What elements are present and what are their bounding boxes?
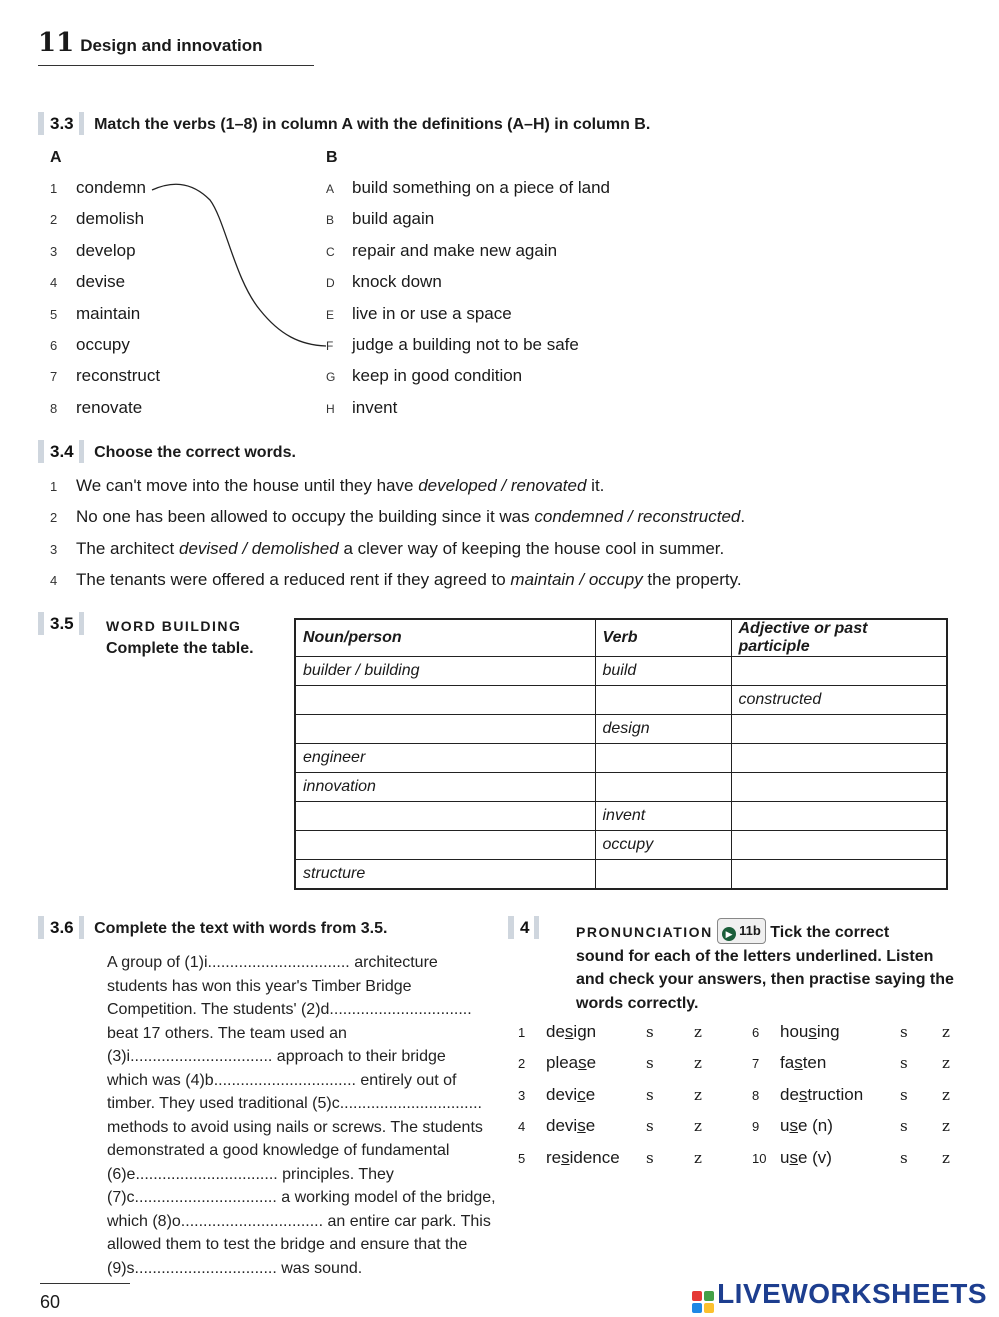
table-row: [295, 657, 947, 686]
ex35-label: WORD BUILDING: [106, 618, 242, 634]
pron-list-right: [752, 1022, 982, 1179]
footer-rule: [40, 1283, 130, 1284]
pron-row: 10 use (v) s z: [752, 1147, 950, 1167]
cell-adjective[interactable]: [731, 657, 947, 686]
definition-text: live in or use a space: [352, 303, 512, 323]
item-text-end: it.: [586, 476, 605, 495]
definition-text: build something on a piece of land: [352, 178, 611, 197]
table-header-row: [295, 619, 947, 657]
verb-row[interactable]: [50, 304, 160, 335]
table-row: [295, 686, 947, 715]
verb-word: occupy: [76, 334, 130, 354]
ex4-instruction-3: and check your answers, then practise saying the: [576, 971, 954, 988]
item-options[interactable]: condemned / reconstructed: [534, 507, 741, 527]
cell-noun[interactable]: [295, 802, 595, 831]
verb-word: condemn: [76, 178, 146, 197]
item-options[interactable]: devised / demolished: [179, 538, 339, 558]
text-line: allowed them to test the bridge and ensure that the: [107, 1236, 468, 1253]
text-line: (6)e................................ principles. They: [107, 1165, 394, 1183]
ex33-heading: [38, 114, 650, 134]
underlined-letter: s: [808, 1022, 817, 1041]
match-line-condemn-to-f: [152, 184, 326, 346]
text-line: A group of (1)i................................ architecture: [107, 954, 438, 971]
audio-icon: ▶: [722, 927, 736, 941]
option-z[interactable]: z: [942, 1148, 950, 1167]
option-s[interactable]: s: [646, 1117, 654, 1136]
underlined-letter: s: [789, 1147, 798, 1167]
cell-noun[interactable]: [295, 715, 595, 744]
ex33-instruction: Match the verbs (1–8) in column A with the definitions (A–H) in column B.: [94, 116, 651, 133]
pron-list-left: [518, 1022, 758, 1179]
cell-verb[interactable]: [595, 744, 731, 773]
ex4-instruction-1: Tick the correct: [770, 924, 890, 941]
pron-number: 6: [752, 1025, 760, 1040]
pron-number: 2: [518, 1056, 526, 1072]
option-z[interactable]: z: [694, 1023, 702, 1041]
underlined-letter: s: [798, 1084, 808, 1104]
underlined-letter: s: [561, 1147, 570, 1167]
option-s[interactable]: s: [900, 1148, 908, 1167]
definition-text: build again: [352, 209, 435, 229]
text-line: which was (4)b................................ entirely out of: [107, 1071, 457, 1089]
definition-row[interactable]: [326, 335, 610, 366]
text-line: (9)s................................ was sound.: [107, 1259, 363, 1277]
option-s[interactable]: s: [900, 1117, 908, 1136]
ex36-heading: [38, 918, 387, 938]
cell-verb[interactable]: [595, 686, 731, 715]
pron-number: 4: [518, 1119, 526, 1135]
definition-letter: C: [326, 244, 335, 259]
ex34-item[interactable]: [50, 476, 745, 507]
cell-adjective[interactable]: [731, 773, 947, 802]
option-s[interactable]: s: [646, 1148, 654, 1167]
cell-verb[interactable]: [595, 773, 731, 802]
cell-adjective[interactable]: [731, 831, 947, 860]
underlined-letter: s: [794, 1053, 803, 1073]
definition-letter: D: [326, 276, 335, 291]
verb-number: 1: [50, 181, 58, 196]
pron-number: 9: [752, 1119, 760, 1135]
ex35-instruction: Complete the table.: [106, 640, 254, 657]
underlined-letter: s: [564, 1022, 574, 1041]
ex33-col-a-head: A: [50, 149, 62, 166]
option-s[interactable]: s: [646, 1054, 654, 1073]
verb-word: develop: [76, 240, 136, 260]
verb-word: demolish: [76, 209, 145, 229]
item-number: 3: [50, 541, 58, 557]
verb-row[interactable]: [50, 366, 160, 397]
pron-row: 2 please s z: [518, 1053, 702, 1073]
ex34-item[interactable]: [50, 539, 745, 570]
item-options[interactable]: maintain / occupy: [510, 570, 643, 590]
definition-letter: F: [326, 338, 334, 353]
ex34-tag: 3.4: [38, 440, 84, 463]
unit-number: 11: [38, 28, 75, 58]
cell-noun[interactable]: innovation: [295, 773, 595, 802]
verb-number: 8: [50, 400, 58, 416]
text-line: timber. They used traditional (5)c................................: [107, 1095, 482, 1112]
header-rule: [38, 65, 314, 66]
cell-adjective[interactable]: [731, 744, 947, 773]
pron-row: 9 use (n) s z: [752, 1116, 950, 1136]
text-line: (7)c................................ a working model of the bridge,: [107, 1189, 496, 1206]
text-line: Competition. The students' (2)d................................: [107, 1001, 472, 1018]
option-z[interactable]: z: [694, 1054, 702, 1073]
ex34-item[interactable]: [50, 507, 745, 538]
verb-row[interactable]: [50, 335, 160, 366]
pron-row: 6 housing s z: [752, 1022, 950, 1041]
option-z[interactable]: z: [694, 1117, 702, 1136]
ex36-tag: 3.6: [38, 916, 84, 939]
example-match-line: [150, 180, 330, 355]
text-line: which (8)o................................ an entire car park. This: [107, 1212, 491, 1230]
audio-track-badge[interactable]: [717, 918, 766, 944]
text-line: (3)i................................ approach to their bridge: [107, 1048, 446, 1065]
ex33-definition-list: [326, 178, 610, 429]
ex4-instruction-2: sound for each of the letters underlined. Listen: [576, 947, 934, 965]
table-row: [295, 802, 947, 831]
col-header-adjective: Adjective or past participle: [731, 619, 947, 657]
underlined-letter: s: [578, 1053, 587, 1073]
pron-row: 3 device s z: [518, 1084, 702, 1104]
item-number: 2: [50, 510, 58, 526]
table-row: [295, 715, 947, 744]
definition-row[interactable]: [326, 398, 610, 429]
definition-letter: A: [326, 182, 335, 196]
definition-row[interactable]: [326, 178, 610, 209]
ex33-verb-list: [50, 178, 160, 429]
definition-row[interactable]: [326, 272, 610, 303]
pron-number: 3: [518, 1087, 526, 1103]
verb-number: 7: [50, 369, 58, 385]
underlined-letter: c: [577, 1084, 586, 1104]
definition-text: repair and make new again: [352, 240, 558, 260]
option-s[interactable]: s: [646, 1085, 654, 1104]
verb-number: 4: [50, 275, 58, 291]
cell-noun[interactable]: engineer: [295, 744, 595, 773]
definition-row[interactable]: [326, 366, 610, 397]
item-text-end: .: [740, 507, 746, 527]
ex35-heading: [38, 614, 84, 634]
table-row: [295, 860, 947, 890]
cell-adjective[interactable]: [731, 802, 947, 831]
col-header-noun: Noun/person: [295, 619, 595, 657]
option-s[interactable]: s: [646, 1023, 654, 1041]
ex34-heading: [38, 442, 296, 462]
item-text: The tenants were offered a reduced rent if they agreed to: [76, 570, 511, 590]
item-text: We can't move into the house until they have: [76, 476, 419, 495]
item-text: The architect: [76, 538, 179, 558]
verb-number: 2: [50, 212, 58, 228]
cell-noun[interactable]: [295, 686, 595, 715]
ex4-instruction-block: [576, 918, 976, 1015]
definition-row[interactable]: [326, 304, 610, 335]
definition-text: invent: [352, 397, 398, 417]
option-s[interactable]: s: [900, 1023, 908, 1041]
pron-number: 7: [752, 1056, 760, 1072]
cell-noun[interactable]: structure: [295, 860, 595, 890]
cell-verb[interactable]: design: [595, 715, 731, 744]
item-text: No one has been allowed to occupy the building since it was: [76, 507, 535, 527]
pron-number: 8: [752, 1087, 760, 1103]
ex4-instruction-4: words correctly.: [576, 994, 699, 1012]
cell-noun[interactable]: [295, 831, 595, 860]
option-z[interactable]: z: [694, 1085, 702, 1104]
option-z[interactable]: z: [942, 1023, 950, 1041]
option-z[interactable]: z: [942, 1085, 950, 1104]
item-text-end: a clever way of keeping the house cool in summer.: [338, 538, 725, 558]
verb-row[interactable]: [50, 241, 160, 272]
ex35-tag: 3.5: [38, 612, 84, 635]
verb-row[interactable]: [50, 398, 160, 429]
cell-verb[interactable]: invent: [595, 802, 731, 831]
option-z[interactable]: z: [694, 1148, 702, 1167]
item-number: 4: [50, 573, 58, 589]
pron-row: 7 fasten s z: [752, 1053, 950, 1073]
pron-number: 10: [752, 1150, 767, 1166]
verb-word: maintain: [76, 303, 141, 323]
verb-row[interactable]: [50, 178, 160, 209]
verb-row[interactable]: [50, 209, 160, 240]
item-text-end: the property.: [642, 570, 742, 590]
text-line: students has won this year's Timber Bridge: [107, 977, 412, 995]
definition-letter: H: [326, 401, 335, 416]
definition-row[interactable]: [326, 241, 610, 272]
definition-letter: B: [326, 213, 335, 228]
definition-letter: E: [326, 307, 335, 322]
verb-number: 6: [50, 337, 58, 353]
ex34-item[interactable]: [50, 570, 745, 601]
verb-number: 3: [50, 243, 58, 259]
page-number: 60: [40, 1292, 61, 1312]
col-header-verb: Verb: [595, 619, 731, 657]
pron-row: 4 devise s z: [518, 1116, 702, 1136]
pron-row: 1 design s z: [518, 1022, 702, 1041]
unit-header: [38, 28, 262, 58]
option-s[interactable]: s: [900, 1054, 908, 1073]
underlined-letter: s: [789, 1116, 798, 1136]
cell-verb[interactable]: [595, 860, 731, 890]
verb-word: reconstruct: [76, 366, 161, 386]
liveworksheets-logo[interactable]: [692, 1278, 987, 1313]
underlined-letter: s: [577, 1116, 586, 1136]
table-row: [295, 744, 947, 773]
option-z[interactable]: z: [942, 1117, 950, 1136]
ex36-instruction: Complete the text with words from 3.5.: [94, 920, 388, 937]
text-line: demonstrated a good knowledge of fundamental: [107, 1142, 450, 1159]
ex36-gap-text[interactable]: [107, 951, 497, 1280]
cell-adjective[interactable]: [731, 715, 947, 744]
logo-text: LIVEWORKSHEETS: [717, 1278, 987, 1309]
cell-verb[interactable]: occupy: [595, 831, 731, 860]
ex4-tag: 4: [508, 916, 539, 939]
ex4-heading: [508, 918, 539, 938]
definition-text: judge a building not to be safe: [352, 334, 579, 354]
audio-track-number: 11b: [739, 923, 761, 938]
item-options[interactable]: developed / renovated: [418, 476, 587, 495]
unit-title: Design and innovation: [80, 36, 263, 55]
cell-noun[interactable]: builder / building: [295, 657, 595, 686]
text-line: beat 17 others. The team used an: [107, 1024, 347, 1042]
ex4-label: PRONUNCIATION: [576, 924, 713, 940]
definition-text: knock down: [352, 272, 442, 292]
definition-text: keep in good condition: [352, 366, 523, 386]
ex34-instruction: Choose the correct words.: [94, 444, 296, 461]
ex33-tag: 3.3: [38, 112, 84, 135]
pron-number: 5: [518, 1150, 526, 1166]
pron-row: 5 residence s z: [518, 1147, 702, 1167]
word-building-table: [294, 618, 948, 890]
cell-adjective[interactable]: [731, 860, 947, 890]
ex33-col-b-head: B: [326, 149, 338, 166]
ex34-items: [50, 476, 745, 602]
table-row: [295, 831, 947, 860]
logo-mark-icon: [692, 1291, 714, 1313]
option-s[interactable]: s: [900, 1085, 908, 1104]
pron-row: 8 destruction s z: [752, 1084, 950, 1104]
table-row: [295, 773, 947, 802]
verb-word: devise: [76, 272, 126, 292]
cell-verb[interactable]: build: [595, 657, 731, 686]
pron-number: 1: [518, 1025, 526, 1040]
definition-row[interactable]: [326, 209, 610, 240]
verb-word: renovate: [76, 397, 143, 417]
definition-letter: G: [326, 370, 336, 385]
text-line: methods to avoid using nails or screws. The students: [107, 1118, 483, 1136]
verb-number: 5: [50, 306, 58, 322]
item-number: 1: [50, 479, 58, 494]
cell-adjective[interactable]: constructed: [731, 686, 947, 715]
verb-row[interactable]: [50, 272, 160, 303]
option-z[interactable]: z: [942, 1054, 950, 1073]
